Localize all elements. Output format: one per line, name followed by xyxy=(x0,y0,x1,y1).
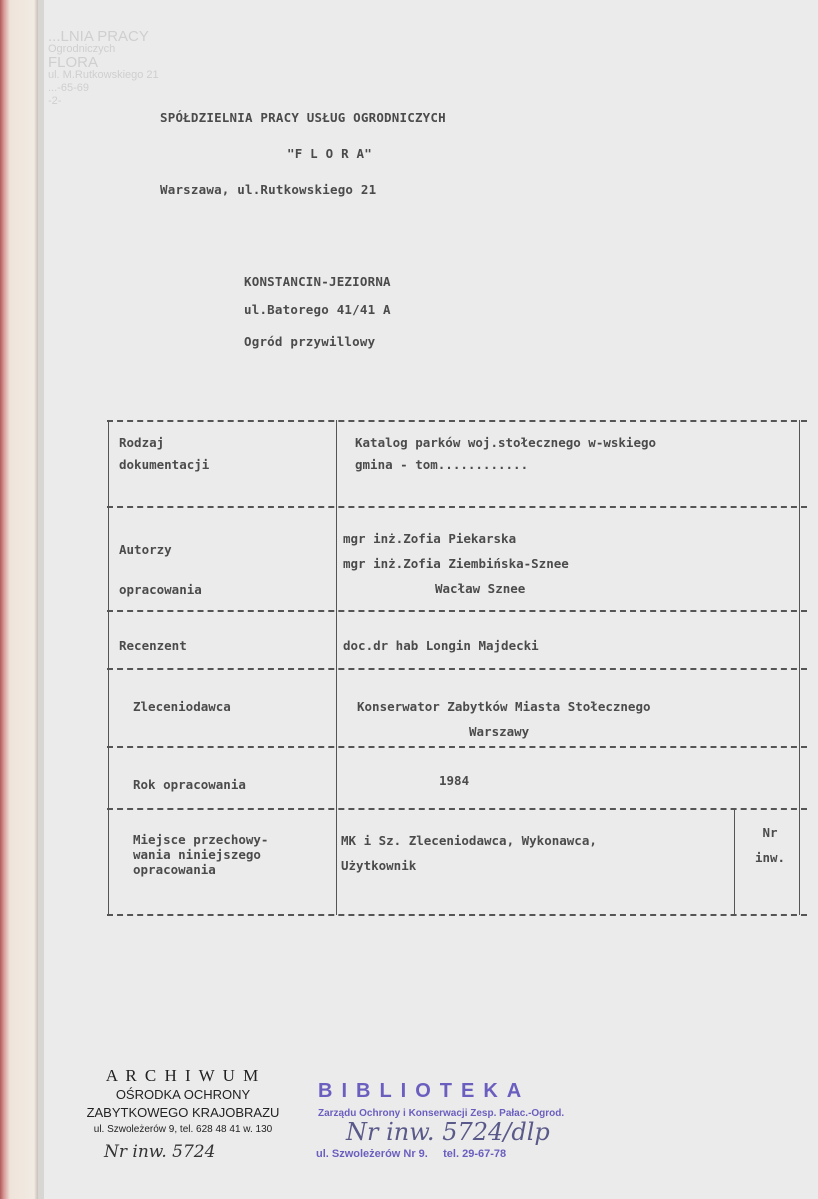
row-value: doc.dr hab Longin Majdecki xyxy=(343,638,539,653)
street: ul.Batorego 41/41 A xyxy=(244,302,391,317)
row-value: mgr inż.Zofia Piekarska mgr inż.Zofia Ziembińska-Sznee Wacław Sznee xyxy=(343,531,569,596)
row-label: Rodzaj dokumentacji xyxy=(119,435,210,472)
company-address: Warszawa, ul.Rutkowskiego 21 xyxy=(160,182,377,197)
faint-line: ...-65-69 xyxy=(48,82,89,94)
row-value: Katalog parków woj.stołecznego w-wskiego gmina - tom............ xyxy=(355,435,657,472)
faint-line: -2- xyxy=(48,95,62,107)
faint-line: ul. M.Rutkowskiego 21 xyxy=(48,69,159,81)
documentation-table xyxy=(108,420,800,915)
row-label: Autorzy opracowania xyxy=(119,542,202,597)
handwritten-inventory: Nr inw. 5724 xyxy=(104,1142,216,1162)
binding-spine xyxy=(0,0,38,1199)
row-label: Rok opracowania xyxy=(133,777,246,792)
archive-stamp: A R C H I W U M OŚRODKA OCHRONY ZABYTKOWEGO KRAJOBRAZU ul. Szwoleżerów 9, tel. 628 48 41 w. 130 xyxy=(86,1066,280,1135)
faint-stamp xyxy=(48,30,159,108)
organization-name: SPÓŁDZIELNIA PRACY USŁUG OGRODNICZYCH xyxy=(160,110,446,125)
faint-line: FLORA xyxy=(48,54,99,71)
row-value: 1984 xyxy=(439,773,470,788)
company-name: "F L O R A" xyxy=(287,146,372,161)
row-label: Miejsce przechowy- wania niniejszego opracowania xyxy=(133,832,269,877)
row-label: Zleceniodawca xyxy=(133,699,231,714)
faint-line: Ogrodniczych xyxy=(48,43,116,55)
inventory-number-cell: Nr inw. xyxy=(754,825,786,865)
garden-type: Ogród przywillowy xyxy=(244,334,376,349)
faint-line: ...LNIA PRACY xyxy=(48,28,149,45)
row-value: Konserwator Zabytków Miasta Stołecznego Warszawy xyxy=(357,699,651,739)
town: KONSTANCIN-JEZIORNA xyxy=(244,274,391,289)
row-value: MK i Sz. Zleceniodawca, Wykonawca, Użytkownik xyxy=(341,833,597,873)
row-label: Recenzent xyxy=(119,638,187,653)
